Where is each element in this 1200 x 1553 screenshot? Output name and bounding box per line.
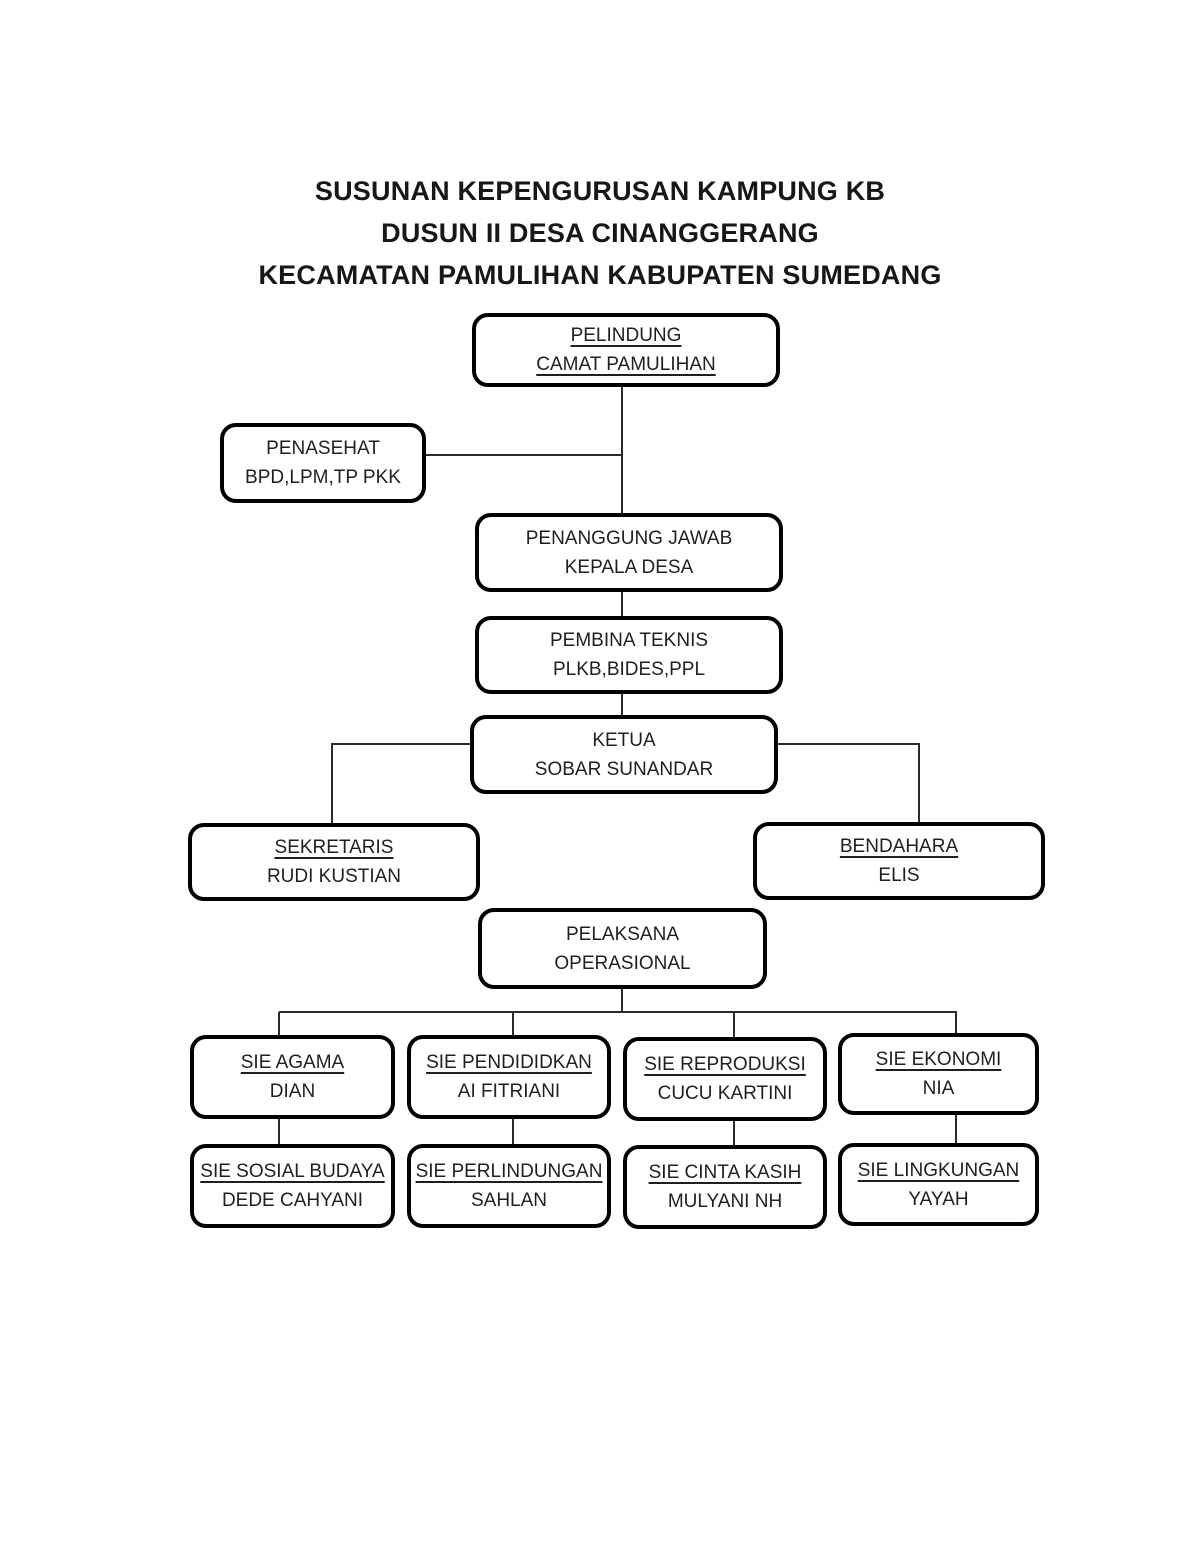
node-bendahara-role: BENDAHARA: [839, 836, 959, 857]
node-ketua-holder: SOBAR SUNANDAR: [534, 758, 714, 780]
node-pelaksana-operasional: [478, 908, 767, 989]
node-sie-reproduksi-holder: CUCU KARTINI: [657, 1083, 793, 1104]
node-penanggung-jawab-role: PENANGGUNG JAWAB: [525, 527, 733, 549]
connector-pelindung-to-penanggung-jawab: [621, 386, 623, 514]
title-line-1: SUSUNAN KEPENGURUSAN KAMPUNG KB: [314, 176, 886, 206]
node-sie-pendididkan: [407, 1035, 611, 1119]
node-sie-perlindungan: [407, 1144, 611, 1228]
node-sekretaris-holder: RUDI KUSTIAN: [266, 866, 402, 887]
node-pembina-teknis-holder: PLKB,BIDES,PPL: [552, 659, 706, 680]
connector-sie-agama-to-sosial-budaya: [278, 1118, 280, 1144]
connector-drop-sie-reproduksi: [733, 1012, 735, 1037]
node-sie-sosial-budaya-holder: DEDE CAHYANI: [221, 1190, 364, 1211]
connector-pelaksana-feed: [621, 988, 623, 1013]
node-sie-pendididkan-holder: AI FITRIANI: [457, 1081, 561, 1102]
node-penanggung-jawab: [475, 513, 783, 592]
node-bendahara-holder: ELIS: [878, 865, 920, 886]
title-line-2: DUSUN II DESA CINANGGERANG: [381, 218, 819, 248]
node-sie-ekonomi: [838, 1033, 1039, 1115]
connector-drop-to-bendahara: [918, 743, 920, 823]
node-pelaksana-holder: OPERASIONAL: [554, 952, 691, 974]
node-sie-perlindungan-role: SIE PERLINDUNGAN: [415, 1161, 603, 1182]
connector-ketua-right-branch: [777, 743, 920, 745]
node-penasehat: [220, 423, 426, 503]
node-sie-pendididkan-role: SIE PENDIDIDKAN: [426, 1052, 592, 1073]
connector-drop-sie-pendididkan: [512, 1012, 514, 1036]
node-pelindung-role: PELINDUNG: [570, 325, 682, 346]
node-sekretaris-role: SEKRETARIS: [274, 837, 394, 858]
connector-drop-sie-agama: [278, 1012, 280, 1036]
connector-penasehat-branch: [426, 454, 623, 456]
node-sie-lingkungan-holder: YAYAH: [908, 1188, 969, 1210]
node-sie-reproduksi-role: SIE REPRODUKSI: [644, 1054, 806, 1075]
node-pembina-teknis-role: PEMBINA TEKNIS: [549, 630, 709, 651]
node-pelaksana-role: PELAKSANA: [566, 923, 679, 945]
node-sie-sosial-budaya: [190, 1144, 395, 1228]
connector-distribution-bar: [279, 1011, 957, 1013]
connector-pembina-teknis-to-ketua: [621, 693, 623, 716]
connector-sie-ekonomi-to-lingkungan: [955, 1114, 957, 1143]
node-sie-ekonomi-holder: NIA: [922, 1078, 955, 1099]
node-sie-lingkungan-role: SIE LINGKUNGAN: [857, 1159, 1020, 1181]
node-sie-agama-holder: DIAN: [269, 1081, 316, 1102]
node-penasehat-role: PENASEHAT: [266, 438, 380, 459]
connector-drop-to-sekretaris: [331, 743, 333, 824]
node-sie-cinta-kasih-role: SIE CINTA KASIH: [648, 1162, 802, 1183]
node-bendahara: [753, 822, 1045, 900]
node-pembina-teknis: [475, 616, 783, 694]
node-sie-perlindungan-holder: SAHLAN: [470, 1190, 548, 1211]
node-sie-cinta-kasih: [623, 1145, 827, 1229]
page-title: [0, 170, 1200, 296]
node-sie-cinta-kasih-holder: MULYANI NH: [667, 1191, 783, 1212]
node-penasehat-holder: BPD,LPM,TP PKK: [245, 467, 401, 488]
connector-ketua-left-branch: [332, 743, 471, 745]
node-sekretaris: [188, 823, 480, 901]
node-sie-reproduksi: [623, 1037, 827, 1121]
node-sie-agama: [190, 1035, 395, 1119]
node-pelindung-holder: CAMAT PAMULIHAN: [536, 354, 716, 375]
node-sie-lingkungan: [838, 1143, 1039, 1226]
title-line-3: KECAMATAN PAMULIHAN KABUPATEN SUMEDANG: [258, 260, 942, 290]
connector-drop-sie-ekonomi: [955, 1012, 957, 1034]
node-penanggung-jawab-holder: KEPALA DESA: [564, 556, 694, 578]
node-ketua-role: KETUA: [592, 729, 656, 751]
node-ketua: [470, 715, 778, 794]
node-sie-sosial-budaya-role: SIE SOSIAL BUDAYA: [200, 1161, 385, 1182]
connector-sie-pendididkan-to-perlindungan: [512, 1118, 514, 1144]
node-sie-ekonomi-role: SIE EKONOMI: [875, 1049, 1002, 1070]
connector-penanggung-jawab-to-pembina-teknis: [621, 591, 623, 617]
node-sie-agama-role: SIE AGAMA: [240, 1052, 345, 1073]
connector-sie-reproduksi-to-cinta-kasih: [733, 1119, 735, 1145]
node-pelindung: [472, 313, 780, 387]
